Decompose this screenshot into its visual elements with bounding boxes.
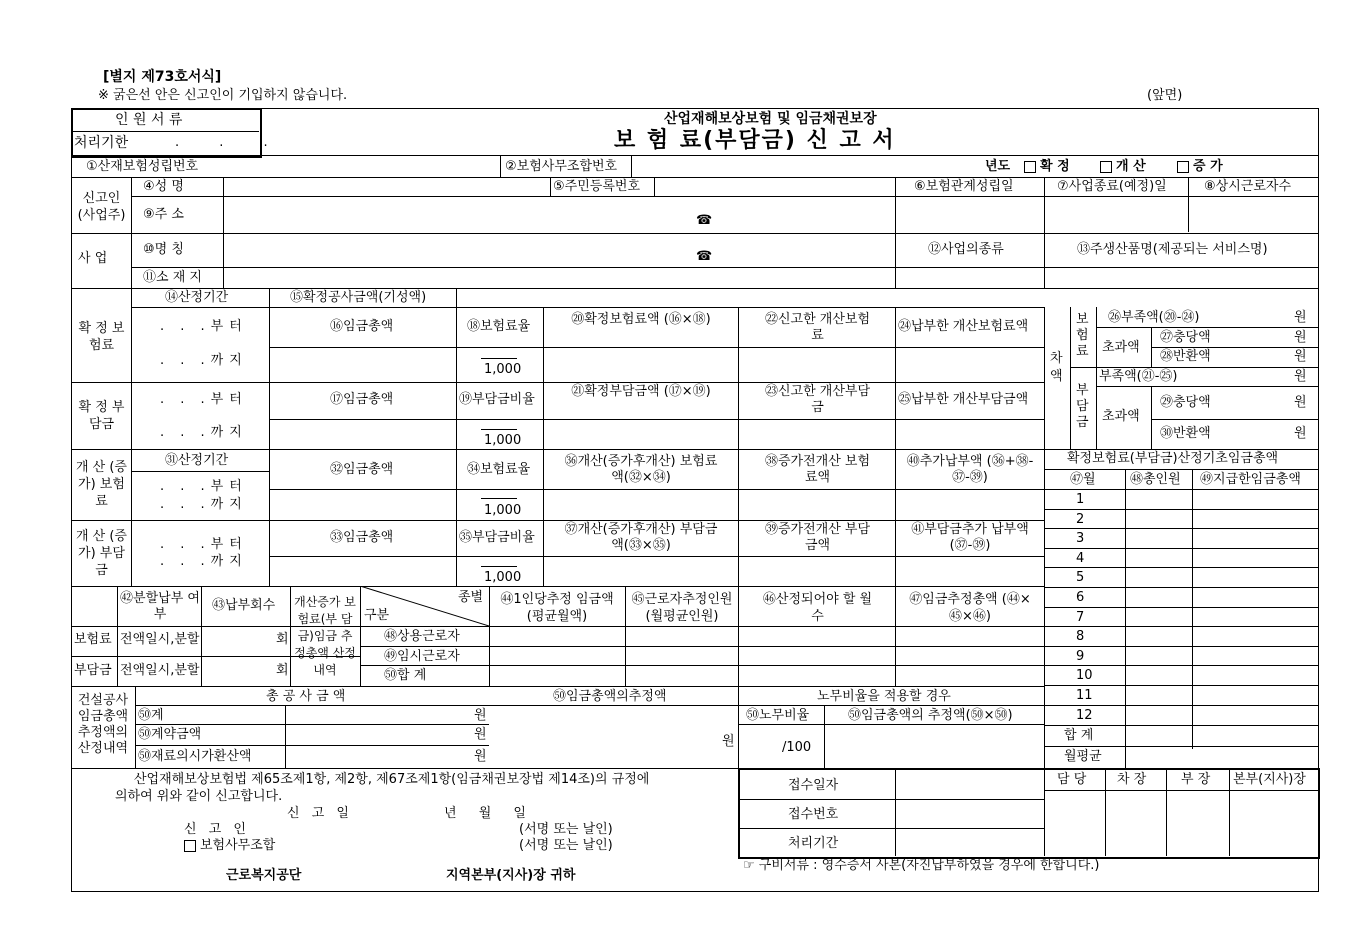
wage-est-r2: ㊾임시근로자 bbox=[384, 649, 460, 664]
required-docs: ☞ 구비서류 : 영수증서 사본(자진납부하였을 경우에 한합니다.) bbox=[743, 858, 1100, 873]
col-ins-amount: ⑳확정보험료액 (⑯×⑱) bbox=[571, 312, 711, 327]
col-wage-paid: ㊾지급한임금총액 bbox=[1200, 472, 1301, 487]
phone-icon: ☎ bbox=[696, 213, 713, 228]
wage-est-c1: ㊹1인당추정 임금액 (평균월액) bbox=[500, 592, 614, 624]
option-confirm[interactable]: 확 정 bbox=[1024, 160, 1070, 173]
col-month: ㊼월 bbox=[1070, 472, 1096, 487]
estimate-dep-to: . . .까지 bbox=[160, 554, 248, 569]
deadline-label: 처리기한 bbox=[74, 135, 129, 151]
construction-r1: ㊿계 bbox=[138, 708, 164, 723]
col-paid: ㉔납부한 개산보험료액 bbox=[898, 319, 1029, 334]
construction-labor-rate: ㊿노무비율 bbox=[746, 708, 810, 723]
col-est-rate: ㉞보험료율 bbox=[467, 462, 531, 477]
installment-count: ㊸납부회수 bbox=[212, 598, 276, 613]
installment-dep-times: 회 bbox=[276, 663, 289, 678]
diff-over2: 초과액 bbox=[1102, 409, 1140, 424]
installment-dep: 부담금 bbox=[74, 663, 112, 678]
diff-label: 차 액 bbox=[1050, 351, 1063, 384]
col-rate: ⑱보험료율 bbox=[467, 319, 531, 334]
won-unit: 원 bbox=[1294, 349, 1307, 364]
field-office-no: ②보험사무조합번호 bbox=[505, 159, 618, 174]
office-sign-label[interactable]: 보험사무조합 bbox=[184, 839, 275, 852]
checkbox-icon bbox=[1177, 161, 1189, 173]
wage-est-kind: 종별 bbox=[458, 590, 484, 605]
recv-no-label: 접수번호 bbox=[788, 807, 839, 822]
col-wage2: ⑰임금총액 bbox=[330, 392, 394, 407]
month-label: 12 bbox=[1076, 708, 1093, 723]
checkbox-icon bbox=[1024, 161, 1036, 173]
wage-est-r1: ㊽상용근로자 bbox=[384, 629, 460, 644]
labor-per-100: /100 bbox=[782, 740, 812, 755]
diff-apply1: ㉗충당액 bbox=[1160, 330, 1211, 345]
col-reported2: ㉓신고한 개산부담금 bbox=[764, 384, 871, 415]
installment-ins: 보험료 bbox=[74, 632, 112, 647]
report-date-label: 신 고 일 bbox=[287, 806, 353, 821]
col-dep-rate: ⑲부담금비율 bbox=[459, 392, 535, 407]
won-unit: 원 bbox=[1294, 369, 1307, 384]
field-accident-no: ①산재보험성립번호 bbox=[86, 159, 199, 174]
won-unit: 원 bbox=[1294, 310, 1307, 325]
col-est-wage: ㉜임금총액 bbox=[330, 462, 394, 477]
form-subtitle: 산업재해보상보험 및 임금채권보장 bbox=[664, 111, 877, 127]
col-est-add: ㊵추가납부액 (㊱+㊳-㊲-㊴) bbox=[906, 454, 1034, 485]
diff-short1: ㉖부족액(⑳-㉔) bbox=[1108, 310, 1200, 325]
est-dep-denominator: 1,000 bbox=[484, 570, 522, 585]
field-business-name: ⑩명 칭 bbox=[143, 242, 184, 257]
col-paid2: ㉕납부한 개산부담금액 bbox=[898, 392, 1029, 407]
approval-a4: 본부(지사)장 bbox=[1233, 772, 1306, 787]
col-dep-amount: ㉑확정부담금액 (⑰×⑲) bbox=[571, 384, 711, 399]
monthly-title: 확정보험료(부담금)산정기초임금총액 bbox=[1067, 451, 1279, 466]
month-label: 6 bbox=[1076, 590, 1085, 605]
confirm-ins-label: 확 정 보험료 bbox=[78, 321, 125, 353]
field-name: ④성 명 bbox=[143, 179, 184, 194]
confirm-dep-from: . . .부터 bbox=[160, 392, 248, 407]
field-business-type: ⑫사업의종류 bbox=[928, 242, 1004, 257]
construction-est-head: ㊿임금총액의추정액 bbox=[553, 689, 667, 704]
construction-r2: ㊿계약금액 bbox=[138, 727, 202, 742]
construction-label: 건설공사 임금총액 추정액의 산정내역 bbox=[77, 693, 129, 756]
wage-est-c3: ㊻산정되어야 할 월수 bbox=[762, 592, 873, 624]
dep-denominator: 1,000 bbox=[484, 433, 522, 448]
form-number: [별지 제73호서식] bbox=[103, 69, 222, 85]
col-est-add2: ㊶부담금추가 납부액(㊲-㊴) bbox=[911, 522, 1029, 553]
won-unit: 원 bbox=[474, 727, 487, 742]
won-unit: 원 bbox=[1294, 426, 1307, 441]
col-wage: ⑯임금총액 bbox=[330, 319, 394, 334]
won-unit: 원 bbox=[474, 749, 487, 764]
installment-split: ㊷분할납부 여부 bbox=[120, 591, 200, 622]
statement-line1: 산업재해보상보험법 제65조제1항, 제2항, 제67조제1항(임금채권보장법 제14조)의 규정에 bbox=[134, 772, 650, 787]
office-sign: (서명 또는 날인) bbox=[519, 838, 613, 853]
construction-labor-est: ㊿임금총액의 추정액(㊿×㊿) bbox=[848, 708, 1013, 723]
month-label: 4 bbox=[1076, 551, 1085, 566]
installment-dep-choice[interactable]: 전액일시,분할 bbox=[120, 663, 200, 678]
col-est-ins: ㊱개산(증가후개산) 보험료액(㉜×㉞) bbox=[564, 454, 718, 485]
field-address: ⑨주 소 bbox=[143, 207, 184, 222]
installment-ins-times: 회 bbox=[276, 632, 289, 647]
reporter-sign: (서명 또는 날인) bbox=[519, 822, 613, 837]
month-label: 1 bbox=[1076, 492, 1085, 507]
confirm-to: . . .까지 bbox=[160, 353, 248, 368]
form-title: 보 험 료(부담금) 신 고 서 bbox=[614, 128, 896, 153]
month-label: 3 bbox=[1076, 531, 1085, 546]
business-label: 사 업 bbox=[78, 251, 108, 266]
option-increase[interactable]: 증 가 bbox=[1177, 160, 1223, 173]
deadline-dots: . . . bbox=[175, 135, 286, 150]
won-unit: 원 bbox=[1294, 330, 1307, 345]
recv-date-label: 접수일자 bbox=[788, 778, 839, 793]
installment-ins-choice[interactable]: 전액일시,분할 bbox=[120, 632, 200, 647]
won-unit: 원 bbox=[474, 708, 487, 723]
month-label: 2 bbox=[1076, 512, 1085, 527]
estimate-from: . . .부터 bbox=[160, 479, 248, 494]
month-label: 5 bbox=[1076, 570, 1085, 585]
estimate-to: . . .까지 bbox=[160, 497, 248, 512]
diff-dep-label: 부 담 금 bbox=[1076, 383, 1089, 430]
diff-over1: 초과액 bbox=[1102, 340, 1140, 355]
wage-estimate-label: 개산증가 보험료(부 담금)임금 추정총액 산정내역 bbox=[294, 595, 356, 677]
confirm-work-amount: ⑮확정공사금액(기성액) bbox=[290, 290, 427, 305]
option-estimate[interactable]: 개 산 bbox=[1100, 160, 1146, 173]
reporter-label: 신고인 (사업주) bbox=[77, 191, 126, 223]
confirm-dep-to: . . .까지 bbox=[160, 425, 248, 440]
month-label: 10 bbox=[1076, 668, 1093, 683]
monthly-avg: 월평균 bbox=[1064, 749, 1102, 764]
estimate-period: ㉛산정기간 bbox=[165, 453, 229, 468]
diff-apply2: ㉙충당액 bbox=[1160, 395, 1211, 410]
rate-denominator: 1,000 bbox=[484, 362, 522, 377]
wage-est-r3: ㊿합 계 bbox=[384, 668, 427, 683]
receipt-title: 인 원 서 류 bbox=[115, 112, 183, 128]
col-est-before2: ㊴증가전개산 부담금액 bbox=[764, 522, 871, 553]
wage-est-c2: ㊺근로자추정인원 (월평균인원) bbox=[631, 592, 733, 624]
approval-a1: 담 당 bbox=[1057, 772, 1087, 787]
confirm-period: ⑭산정기간 bbox=[165, 290, 229, 305]
confirm-dep-label: 확 정 부담금 bbox=[78, 400, 125, 432]
col-est-dep-rate: ㉟부담금비율 bbox=[459, 530, 535, 545]
reporter-sign-label: 신 고 인 bbox=[184, 822, 250, 837]
checkbox-icon bbox=[184, 840, 196, 852]
month-label: 8 bbox=[1076, 629, 1085, 644]
checkbox-icon bbox=[1100, 161, 1112, 173]
confirm-from: . . .부터 bbox=[160, 319, 248, 334]
col-est-dep: ㊲개산(증가후개산) 부담금액(㉝×㉟) bbox=[564, 522, 718, 553]
month-label: 7 bbox=[1076, 610, 1085, 625]
month-label: 11 bbox=[1076, 688, 1093, 703]
won-unit: 원 bbox=[1294, 395, 1307, 410]
field-date-established: ⑥보험관계성립일 bbox=[914, 179, 1014, 194]
field-business-address: ⑪소 재 지 bbox=[143, 270, 202, 285]
estimate-ins-label: 개 산 (증 가) 보험료 bbox=[75, 460, 127, 509]
report-date-format: 년 월 일 bbox=[444, 806, 526, 821]
col-est-wage2: ㉝임금총액 bbox=[330, 530, 394, 545]
diff-refund1: ㉘반환액 bbox=[1160, 349, 1211, 364]
process-period-label: 처리기간 bbox=[788, 836, 839, 851]
approval-a2: 차 장 bbox=[1117, 772, 1147, 787]
monthly-total: 합 계 bbox=[1064, 728, 1094, 743]
construction-labor-head: 노무비율을 적용할 경우 bbox=[817, 689, 951, 704]
year-label: 년도 bbox=[985, 159, 1011, 174]
field-product: ⑬주생산품명(제공되는 서비스명) bbox=[1077, 242, 1268, 257]
col-people: ㊽총인원 bbox=[1130, 472, 1181, 487]
form-note: ※ 굵은선 안은 신고인이 기입하지 않습니다. bbox=[98, 88, 348, 103]
construction-r3: ㊿재료의시가환산액 bbox=[138, 749, 252, 764]
diff-ins-label: 보 험 료 bbox=[1076, 312, 1089, 359]
statement-line2: 의하여 위와 같이 신고합니다. bbox=[115, 789, 283, 804]
addressee: 지역본부(지사)장 귀하 bbox=[446, 868, 576, 883]
won-unit: 원 bbox=[722, 734, 735, 749]
est-denominator: 1,000 bbox=[484, 503, 522, 518]
approval-a3: 부 장 bbox=[1181, 772, 1211, 787]
field-workers: ⑧상시근로자수 bbox=[1204, 179, 1292, 194]
col-est-before: ㊳증가전개산 보험료액 bbox=[764, 454, 871, 485]
estimate-dep-label: 개 산 (증 가) 부담금 bbox=[75, 529, 127, 578]
col-reported: ㉒신고한 개산보험료 bbox=[764, 312, 871, 343]
diff-refund2: ㉚반환액 bbox=[1160, 426, 1211, 441]
page-side: (앞면) bbox=[1147, 88, 1183, 103]
agency-name: 근로복지공단 bbox=[226, 868, 302, 883]
phone-icon: ☎ bbox=[696, 249, 713, 264]
construction-total-head: 총 공 사 금 액 bbox=[266, 689, 346, 704]
wage-est-c4: ㊼임금추정총액 (㊹×㊺×㊻) bbox=[909, 592, 1031, 624]
wage-est-gubun: 구분 bbox=[364, 608, 390, 623]
field-date-end: ⑦사업종료(예정)일 bbox=[1057, 179, 1167, 194]
diff-short2: 부족액(㉑-㉕) bbox=[1099, 369, 1178, 384]
field-rrn: ⑤주민등록번호 bbox=[553, 179, 641, 194]
estimate-dep-from: . . .부터 bbox=[160, 537, 248, 552]
month-label: 9 bbox=[1076, 649, 1085, 664]
